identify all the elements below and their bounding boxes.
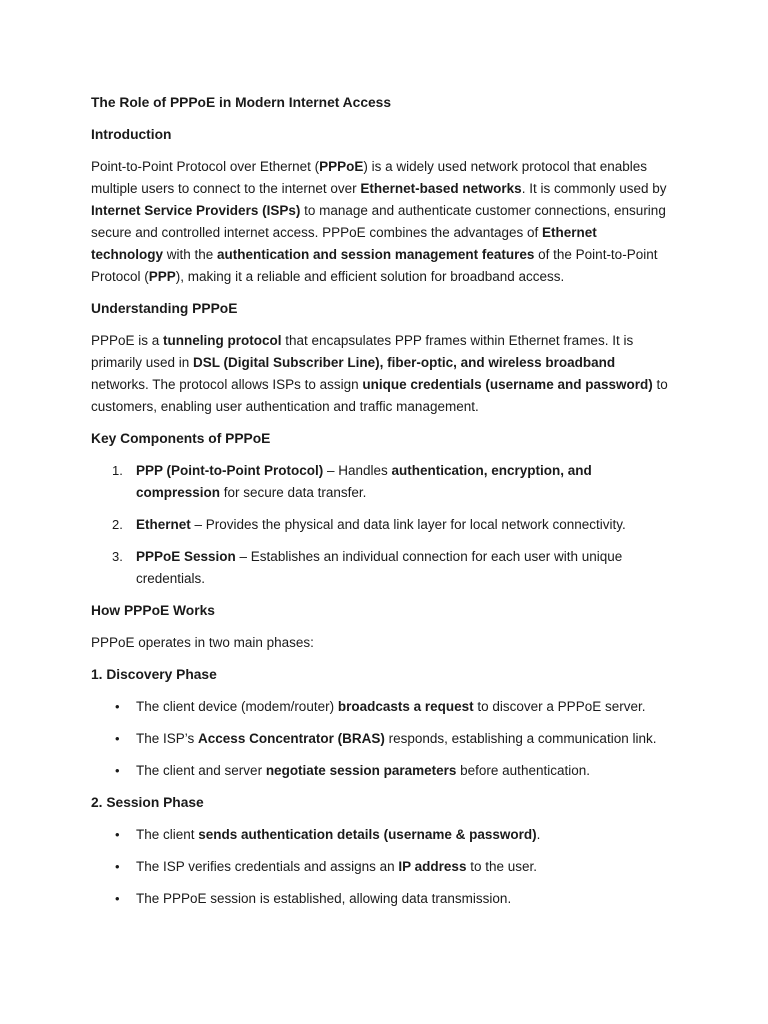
list-item: • The client sends authentication details (username & password). [91,824,672,846]
list-item: • The client and server negotiate session parameters before authentication. [91,760,672,782]
bullet-icon: • [115,763,120,778]
list-item: • The client device (modem/router) broadcasts a request to discover a PPPoE server. [91,696,672,718]
paragraph-how-pppoe-works: PPPoE operates in two main phases: [91,635,314,650]
list-item: 3. PPPoE Session – Establishes an individual connection for each user with unique credentials. [91,546,672,590]
heading-key-components: Key Components of PPPoE [91,431,271,446]
discovery-list [91,696,672,782]
bullet-icon: • [115,891,120,906]
list-item: 1. PPP (Point-to-Point Protocol) – Handles authentication, encryption, and compression for secure data transfer. [91,460,672,504]
list-number: 1. [112,463,123,478]
list-number: 2. [112,517,123,532]
heading-how-pppoe-works: How PPPoE Works [91,603,215,618]
heading-introduction: Introduction [91,127,172,142]
heading-understanding: Understanding PPPoE [91,301,238,316]
document-title: The Role of PPPoE in Modern Internet Access [91,95,392,110]
paragraph-introduction: Point-to-Point Protocol over Ethernet (PPPoE) is a widely used network protocol that enables multiple users to connect to the internet over Ethernet-based networks. It is commonly used by Internet Service Providers (ISPs) to manage and authenticate customer connections, ensuring secure and controlled internet access. PPPoE combines the advantages of Ethernet technology with the authentication and session management features of the Point-to-Point Protocol (PPP), making it a reliable and efficient solution for broadband access. [91,159,667,284]
list-item: 2. Ethernet – Provides the physical and data link layer for local network connectivity. [91,514,672,536]
list-item: • The ISP’s Access Concentrator (BRAS) responds, establishing a communication link. [91,728,672,750]
bullet-icon: • [115,699,120,714]
heading-session-phase: 2. Session Phase [91,795,204,810]
list-item: • The PPPoE session is established, allowing data transmission. [91,888,672,910]
heading-discovery-phase: 1. Discovery Phase [91,667,217,682]
bullet-icon: • [115,827,120,842]
paragraph-understanding: PPPoE is a tunneling protocol that encapsulates PPP frames within Ethernet frames. It is primarily used in DSL (Digital Subscriber Line), fiber-optic, and wireless broadband networks. The protocol allows ISPs to assign unique credentials (username and password) to customers, enabling user authentication and traffic management. [91,333,668,414]
components-list [91,460,672,590]
session-list [91,824,672,910]
list-item: • The ISP verifies credentials and assigns an IP address to the user. [91,856,672,878]
bullet-icon: • [115,859,120,874]
list-number: 3. [112,549,123,564]
bullet-icon: • [115,731,120,746]
